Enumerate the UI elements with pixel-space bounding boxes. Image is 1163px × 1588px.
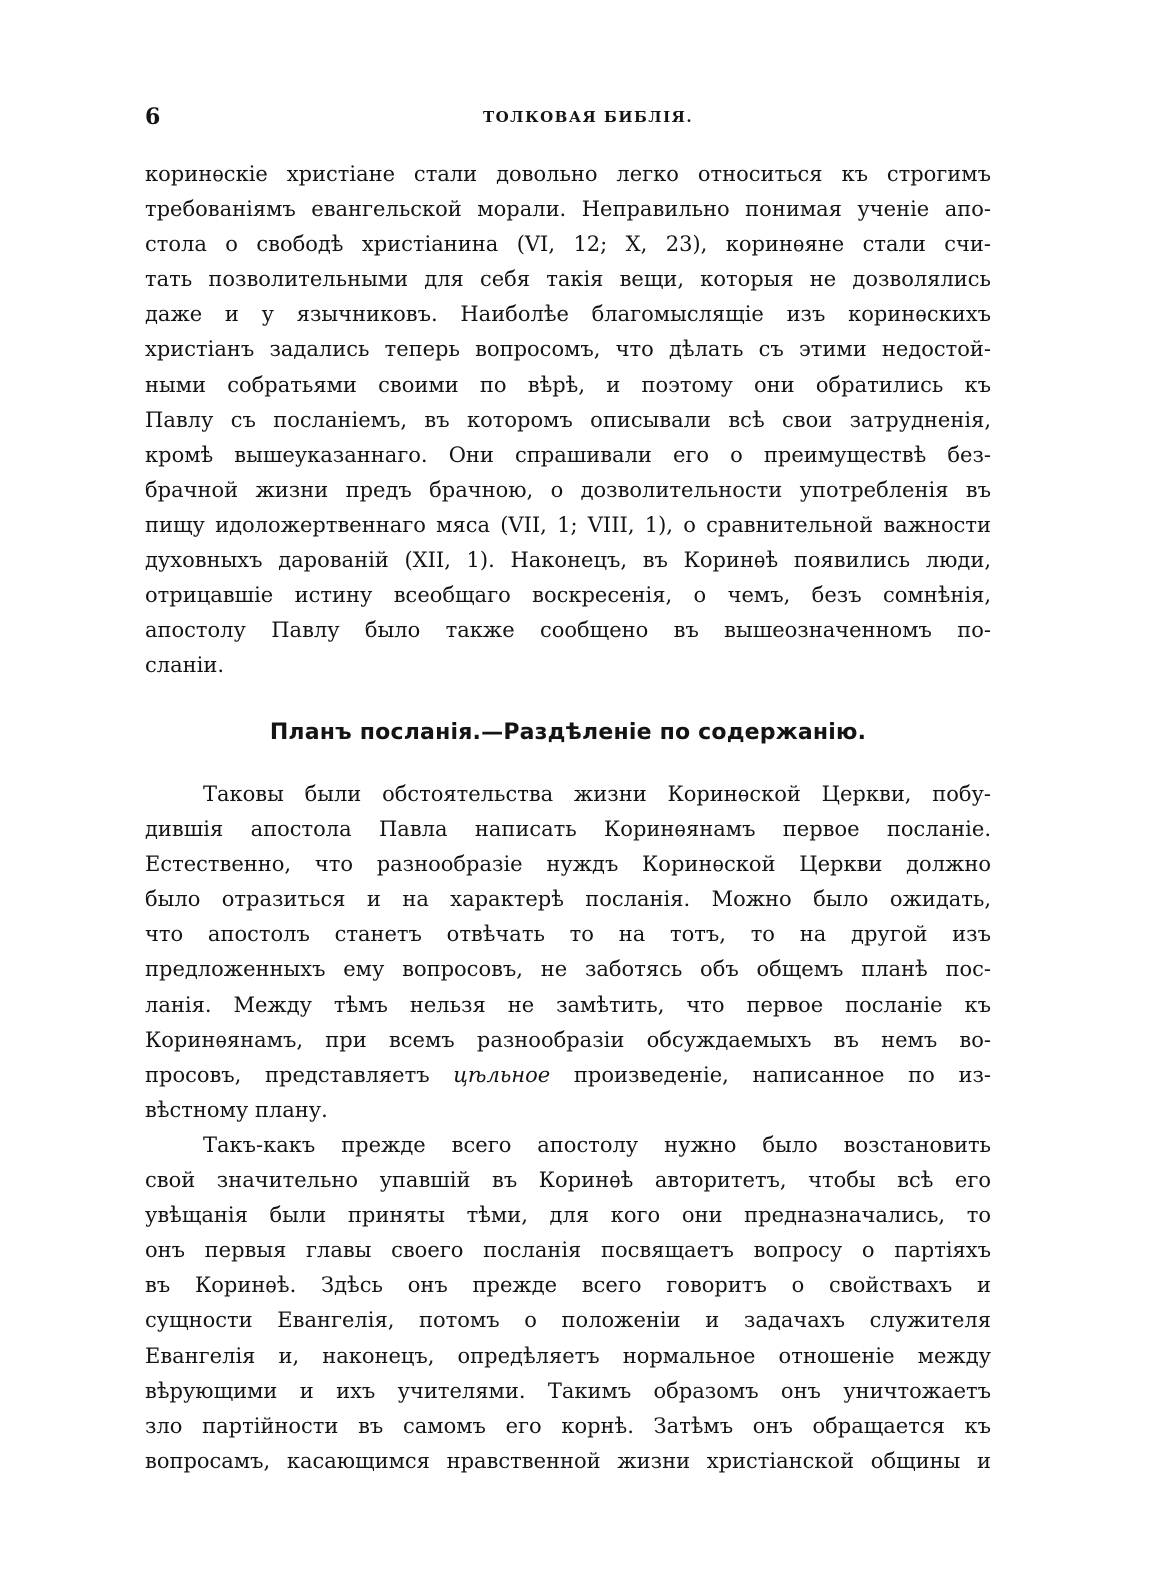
text-line: отрицавшіе истину всеобщаго воскресенія, о чемъ, безъ сомнѣнія, (145, 583, 991, 608)
text-line: духовныхъ дарованій (XII, 1). Наконецъ, въ Коринѳѣ появились люди, (145, 548, 991, 573)
page-number: 6 (145, 104, 161, 130)
section-heading: Планъ посланія.—Раздѣленіе по содержанію. (269, 720, 867, 745)
text-line: коринѳскіе христіане стали довольно легко относиться къ строгимъ (145, 162, 991, 186)
text-line: Таковы были обстоятельства жизни Коринѳской Церкви, побу- (203, 782, 991, 806)
paragraph-1 (145, 157, 991, 683)
paragraph-3 (145, 1128, 991, 1479)
text-line: брачной жизни предъ брачною, о дозволительности употребленія въ (145, 477, 991, 502)
text-line: даже и у язычниковъ. Наиболѣе благомыслящіе изъ коринѳскихъ (145, 302, 991, 327)
text-line: сланіи. (145, 653, 225, 678)
running-title: ТОЛКОВАЯ БИБЛІЯ. (482, 108, 694, 126)
text-line: зло партійности въ самомъ его корнѣ. Затѣмъ онъ обращается къ (145, 1413, 991, 1438)
text-line: вѣрующими и ихъ учителями. Такимъ образомъ онъ уничтожаетъ (145, 1378, 991, 1403)
text-line: сущности Евангелія, потомъ о положеніи и задачахъ служителя (145, 1308, 991, 1333)
text-line: свой значительно упавшій въ Коринѳѣ авторитетъ, чтобы всѣ его (145, 1168, 991, 1193)
text-line: вопросамъ, касающимся нравственной жизни христіанской общины и (145, 1448, 991, 1473)
text-line: христіанъ задались теперь вопросомъ, что дѣлать съ этими недостой- (145, 337, 991, 362)
text-line: Естественно, что разнообразіе нуждъ Коринѳской Церкви должно (145, 852, 991, 877)
text-line: кромѣ вышеуказаннаго. Они спрашивали его о преимуществѣ без- (145, 442, 991, 467)
text-line: стола о свободѣ христіанина (VI, 12; X, 23), коринѳяне стали счи- (145, 232, 991, 257)
text-line: въ Коринѳѣ. Здѣсь онъ прежде всего говоритъ о свойствахъ и (145, 1273, 991, 1298)
text-line: ланія. Между тѣмъ нельзя не замѣтить, что первое посланіе къ (145, 992, 991, 1017)
paragraph-2 (145, 777, 991, 1128)
text-run: произведеніе, написанное по из- (550, 1062, 991, 1087)
text-line: увѣщанія были приняты тѣми, для кого они предназначались, то (145, 1203, 991, 1228)
text-line: было отразиться и на характерѣ посланія. Можно было ожидать, (145, 887, 991, 912)
running-head (145, 104, 991, 134)
text-line-with-italic (145, 1058, 991, 1093)
text-line: апостолу Павлу было также сообщено въ вышеозначенномъ по- (145, 618, 991, 643)
text-line: вѣстному плану. (145, 1097, 328, 1122)
text-line: предложенныхъ ему вопросовъ, не заботясь объ общемъ планѣ пос- (145, 957, 991, 982)
text-line: Евангелія и, наконецъ, опредѣляетъ нормальное отношеніе между (145, 1343, 991, 1368)
text-line: тать позволительными для себя такія вещи, которыя не дозволялись (145, 267, 991, 292)
text-line: Такъ-какъ прежде всего апостолу нужно было возстановить (203, 1133, 991, 1157)
text-line: онъ первыя главы своего посланія посвящаетъ вопросу о партіяхъ (145, 1238, 991, 1263)
text-line: пищу идоложертвеннаго мяса (VII, 1; VIII, 1), о сравнительной важности (145, 512, 991, 537)
text-line: Коринѳянамъ, при всемъ разнообразіи обсуждаемыхъ въ немъ во- (145, 1027, 991, 1052)
text-run: просовъ, представляетъ (145, 1062, 454, 1087)
text-line: Павлу съ посланіемъ, въ которомъ описывали всѣ свои затрудненія, (145, 407, 991, 432)
text-line: дившія апостола Павла написать Коринѳянамъ первое посланіе. (145, 817, 991, 842)
italic-emphasis: цѣльное (453, 1062, 551, 1087)
text-line: что апостолъ станетъ отвѣчать то на тотъ, то на другой изъ (145, 922, 991, 947)
text-line: требованіямъ евангельской морали. Неправильно понимая ученіе апо- (145, 197, 991, 222)
text-line: ными собратьями своими по вѣрѣ, и поэтому они обратились къ (145, 372, 991, 397)
